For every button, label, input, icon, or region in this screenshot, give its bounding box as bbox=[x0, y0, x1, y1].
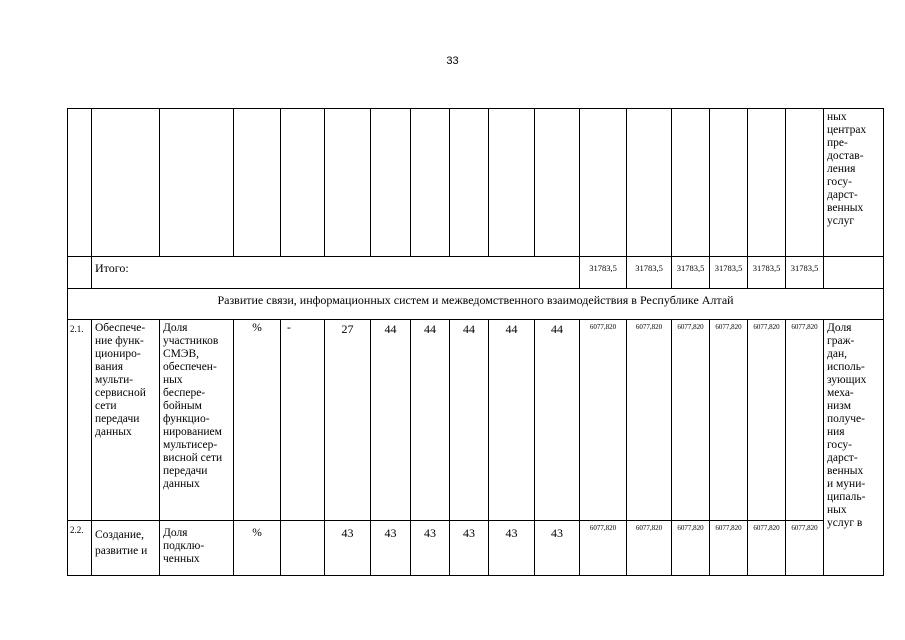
table-row bbox=[68, 320, 884, 521]
base-value-cell bbox=[281, 521, 325, 576]
target-value: 43 bbox=[489, 521, 535, 576]
total-value: 31783,5 bbox=[580, 257, 627, 289]
row-index: 2.1. bbox=[68, 320, 92, 521]
total-value: 31783,5 bbox=[748, 257, 786, 289]
funding-value: 6077,820 bbox=[748, 320, 786, 521]
indicator-cell: Доля участников СМЭВ, обеспечен- ных беспере- бойным функцио- нированием мультисер- висной сети передачи данных bbox=[160, 320, 234, 521]
target-value: 44 bbox=[371, 320, 411, 521]
total-value: 31783,5 bbox=[786, 257, 824, 289]
page-number: 33 bbox=[446, 55, 459, 67]
target-value: 44 bbox=[450, 320, 489, 521]
total-value: 31783,5 bbox=[672, 257, 710, 289]
funding-value: 6077,820 bbox=[627, 521, 672, 576]
activity-name-cell: Создание, развитие и bbox=[92, 521, 160, 576]
funding-value: 6077,820 bbox=[580, 521, 627, 576]
section-title: Развитие связи, информационных систем и межведомственного взаимодействия в Республике Алтай bbox=[68, 289, 884, 320]
target-value: 43 bbox=[450, 521, 489, 576]
activity-name-cell: Обеспече- ние функ- циониро- вания мульти- сервисной сети передачи данных bbox=[92, 320, 160, 521]
table-row bbox=[68, 521, 884, 576]
total-row bbox=[68, 257, 884, 289]
base-value-cell: - bbox=[281, 320, 325, 521]
funding-value: 6077,820 bbox=[672, 521, 710, 576]
funding-value: 6077,820 bbox=[748, 521, 786, 576]
unit-cell: % bbox=[234, 521, 281, 576]
total-value: 31783,5 bbox=[710, 257, 748, 289]
target-value: 44 bbox=[489, 320, 535, 521]
target-value: 44 bbox=[411, 320, 450, 521]
program-table bbox=[67, 108, 884, 576]
funding-value: 6077,820 bbox=[786, 320, 824, 521]
funding-value: 6077,820 bbox=[580, 320, 627, 521]
continuation-row bbox=[68, 109, 884, 257]
total-label: Итого: bbox=[92, 257, 580, 289]
total-value: 31783,5 bbox=[627, 257, 672, 289]
target-value: 43 bbox=[325, 521, 371, 576]
indicator-cell: Доля подклю- ченных bbox=[160, 521, 234, 576]
row-index: 2.2. bbox=[68, 521, 92, 576]
top-note-cell: ных центрах пре- достав- ления госу- дарст- венных услуг bbox=[824, 109, 884, 257]
target-value: 43 bbox=[411, 521, 450, 576]
funding-value: 6077,820 bbox=[710, 320, 748, 521]
target-value: 44 bbox=[535, 320, 580, 521]
funding-value: 6077,820 bbox=[627, 320, 672, 521]
result-note-cell: Доля граж- дан, исполь- зующих меха- низм получе- ния госу- дарст- венных и муни- ципаль- ных услуг в bbox=[824, 320, 884, 576]
target-value: 43 bbox=[371, 521, 411, 576]
funding-value: 6077,820 bbox=[710, 521, 748, 576]
target-value: 43 bbox=[535, 521, 580, 576]
unit-cell: % bbox=[234, 320, 281, 521]
target-value: 27 bbox=[325, 320, 371, 521]
section-header-row bbox=[68, 289, 884, 320]
funding-value: 6077,820 bbox=[786, 521, 824, 576]
funding-value: 6077,820 bbox=[672, 320, 710, 521]
